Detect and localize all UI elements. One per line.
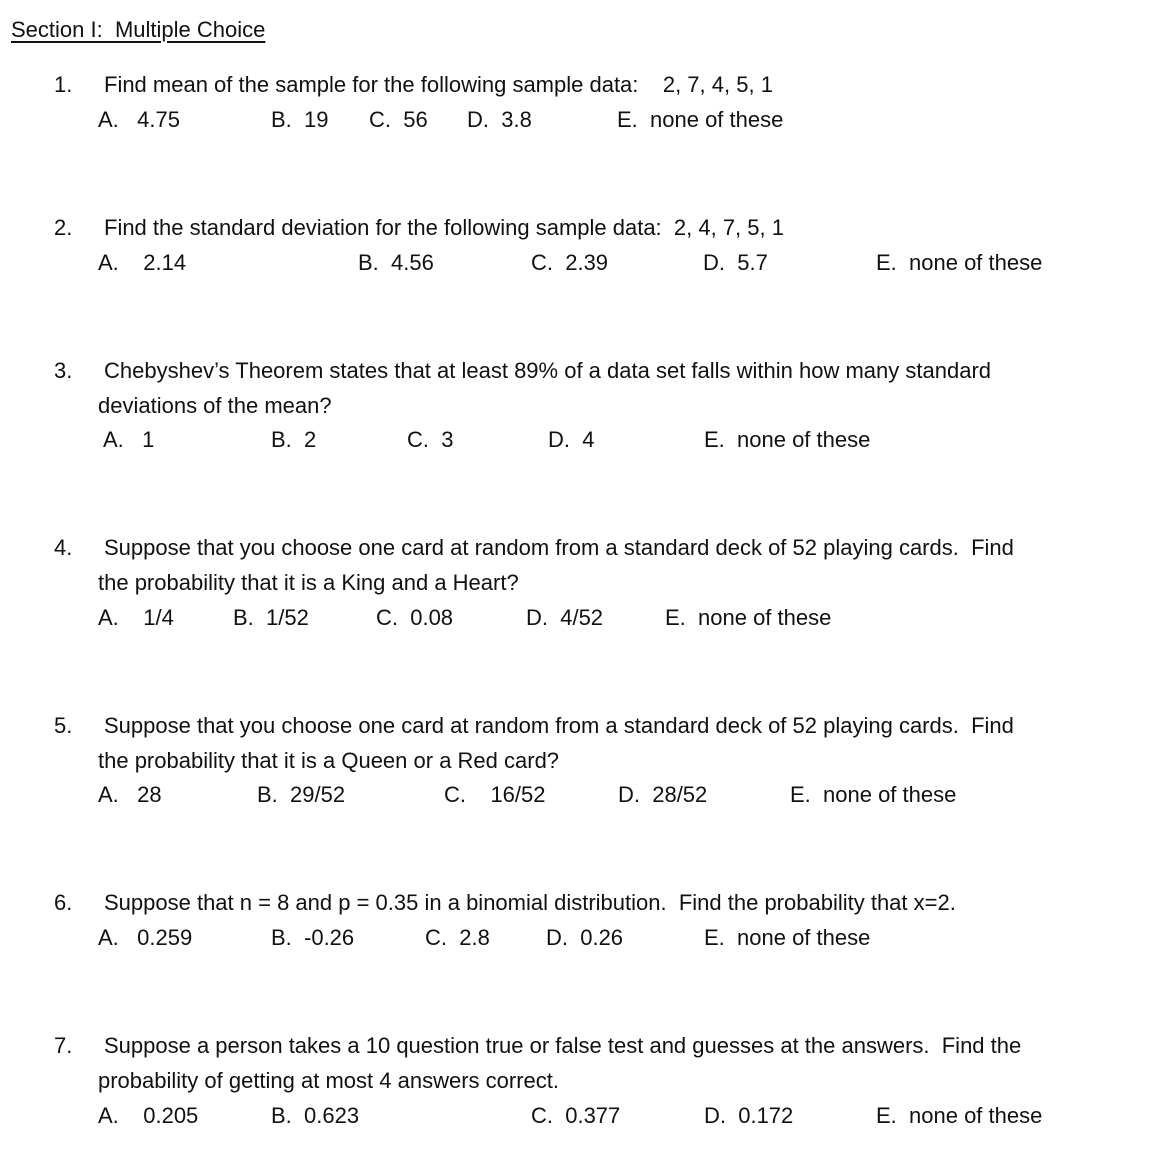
choice-c: C. 2.39: [531, 250, 609, 275]
choice-b: B. 19: [271, 107, 329, 132]
choice-d: D. 3.8: [467, 107, 532, 132]
choice-d: D. 5.7: [703, 250, 768, 275]
question-text-line-2: deviations of the mean?: [98, 393, 332, 418]
choice-e: E. none of these: [665, 605, 832, 630]
choice-a: A. 1/4: [98, 605, 174, 630]
choice-e: E. none of these: [704, 925, 871, 950]
choice-b: B. 0.623: [271, 1103, 360, 1128]
choice-e: E. none of these: [704, 427, 871, 452]
question-text-line-2: the probability that it is a Queen or a Red card?: [98, 748, 560, 773]
choice-c: C. 3: [407, 427, 454, 452]
choice-c: C. 0.377: [531, 1103, 621, 1128]
choice-a: A. 28: [98, 782, 162, 807]
question-text-line-1: Suppose that you choose one card at random from a standard deck of 52 playing cards. Find: [104, 713, 1014, 738]
section-title: Section I: Multiple Choice: [11, 17, 266, 42]
choice-c: C. 16/52: [444, 782, 546, 807]
choice-d: D. 28/52: [618, 782, 708, 807]
choice-b: B. 29/52: [257, 782, 346, 807]
choice-c: C. 2.8: [425, 925, 490, 950]
question-number: 2.: [54, 215, 73, 240]
question-text: Find the standard deviation for the following sample data: 2, 4, 7, 5, 1: [104, 215, 784, 240]
question-text-line-2: probability of getting at most 4 answers correct.: [98, 1068, 559, 1093]
choice-d: D. 0.26: [546, 925, 624, 950]
choice-b: B. 4.56: [358, 250, 434, 275]
question-number: 7.: [54, 1033, 73, 1058]
question-number: 6.: [54, 890, 73, 915]
choice-d: D. 4/52: [526, 605, 604, 630]
question-text-line-1: Suppose a person takes a 10 question true or false test and guesses at the answers. Find the: [104, 1033, 1022, 1058]
question-number: 1.: [54, 72, 73, 97]
choice-e: E. none of these: [617, 107, 784, 132]
question-text-line-1: Suppose that you choose one card at random from a standard deck of 52 playing cards. Find: [104, 535, 1014, 560]
choice-d: D. 0.172: [704, 1103, 794, 1128]
question-text: Find mean of the sample for the following sample data: 2, 7, 4, 5, 1: [104, 72, 773, 97]
choice-d: D. 4: [548, 427, 595, 452]
choice-b: B. -0.26: [271, 925, 355, 950]
choice-b: B. 1/52: [233, 605, 309, 630]
choice-c: C. 56: [369, 107, 428, 132]
choice-e: E. none of these: [790, 782, 957, 807]
question-text: Suppose that n = 8 and p = 0.35 in a binomial distribution. Find the probability that x=2.: [104, 890, 956, 915]
choice-e: E. none of these: [876, 1103, 1043, 1128]
choice-a: A. 0.259: [98, 925, 193, 950]
choice-c: C. 0.08: [376, 605, 454, 630]
choice-a: A. 1: [103, 427, 155, 452]
question-number: 5.: [54, 713, 73, 738]
question-text-line-2: the probability that it is a King and a Heart?: [98, 570, 519, 595]
choice-a: A. 2.14: [98, 250, 187, 275]
choice-a: A. 0.205: [98, 1103, 199, 1128]
question-number: 4.: [54, 535, 73, 560]
question-text-line-1: Chebyshev’s Theorem states that at least 89% of a data set falls within how many standard: [104, 358, 992, 383]
choice-b: B. 2: [271, 427, 317, 452]
choice-a: A. 4.75: [98, 107, 180, 132]
choice-e: E. none of these: [876, 250, 1043, 275]
question-number: 3.: [54, 358, 73, 383]
